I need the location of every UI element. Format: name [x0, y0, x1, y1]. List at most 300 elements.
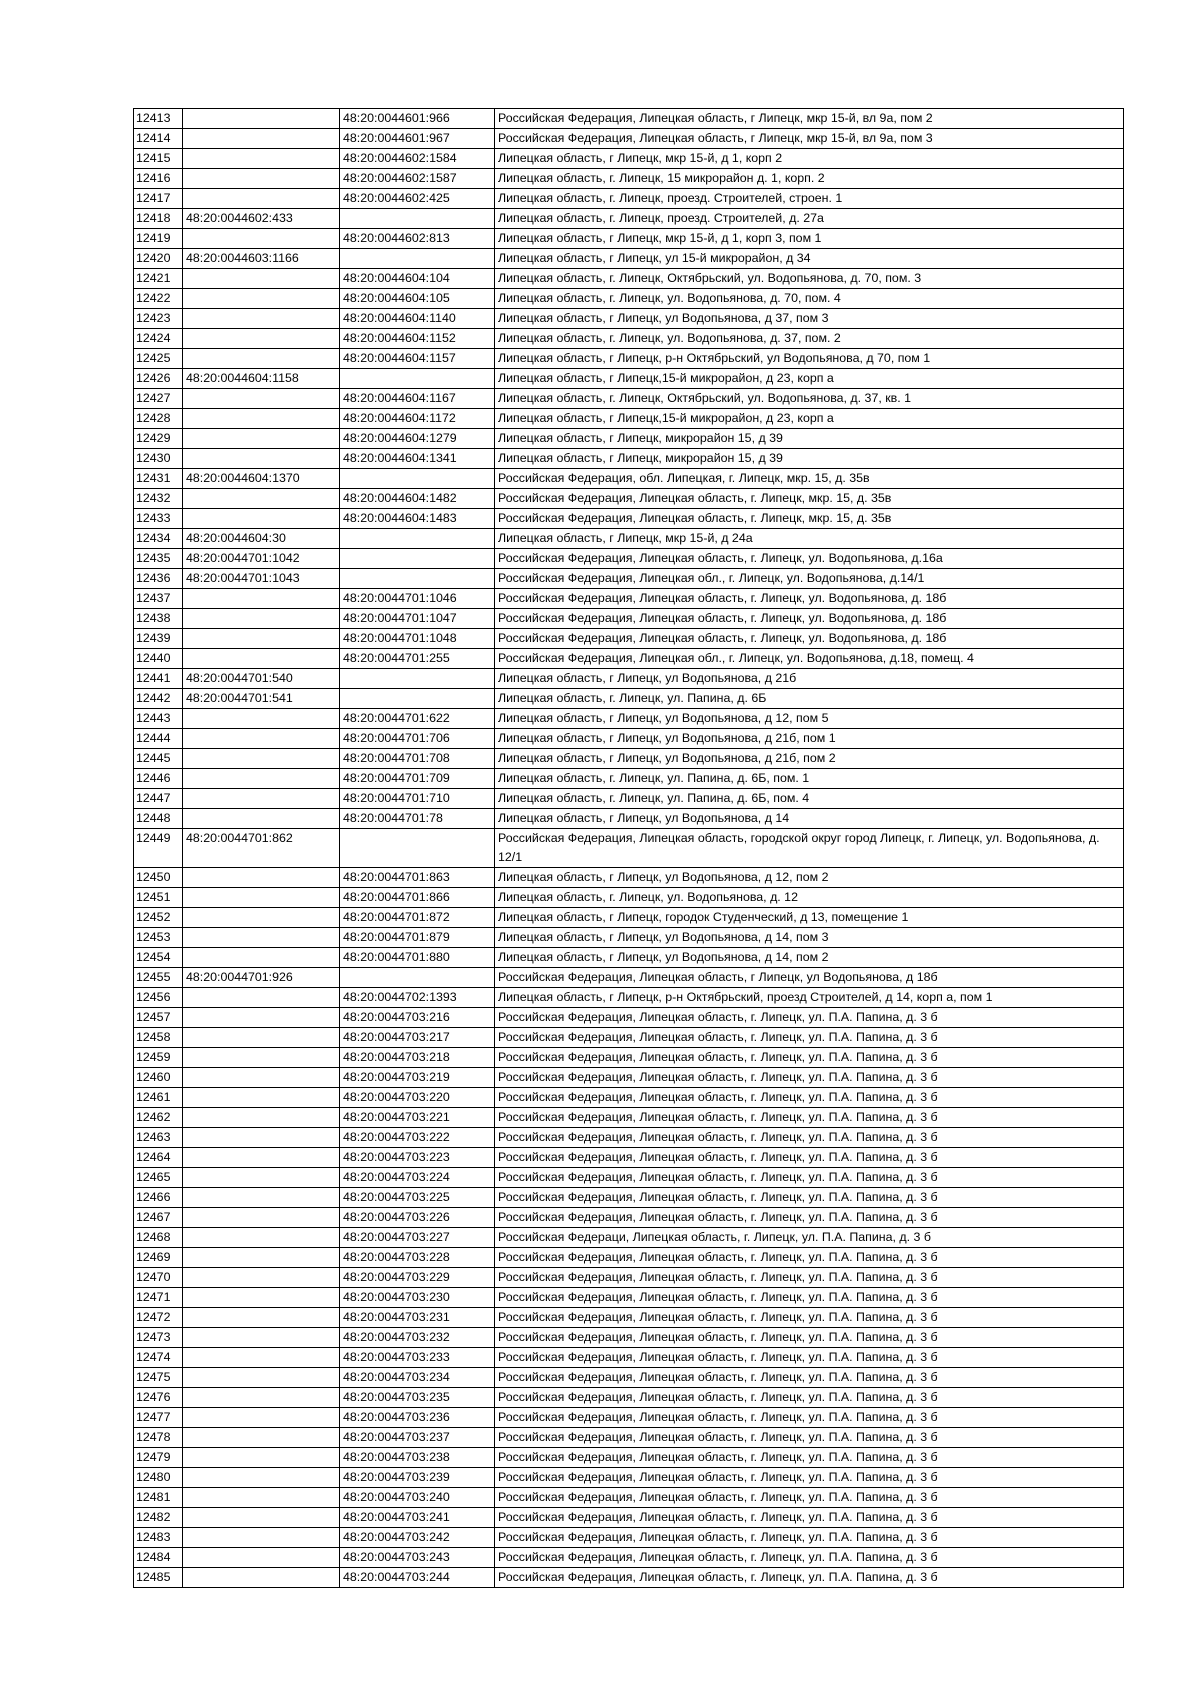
row-number-cell: 12471 — [134, 1288, 183, 1308]
building-cadastral-number-cell: 48:20:0044701:1043 — [183, 569, 340, 589]
building-cadastral-number-cell — [183, 1348, 340, 1368]
premises-cadastral-number-cell — [340, 829, 495, 868]
premises-cadastral-number-cell: 48:20:0044701:709 — [340, 769, 495, 789]
table-row — [134, 1228, 1124, 1248]
premises-cadastral-number-cell: 48:20:0044602:425 — [340, 189, 495, 209]
building-cadastral-number-cell — [183, 1188, 340, 1208]
building-cadastral-number-cell — [183, 109, 340, 129]
table-row — [134, 1348, 1124, 1368]
row-number-cell: 12425 — [134, 349, 183, 369]
row-number-cell: 12455 — [134, 968, 183, 988]
row-number-cell: 12466 — [134, 1188, 183, 1208]
table-row — [134, 169, 1124, 189]
premises-cadastral-number-cell — [340, 549, 495, 569]
table-row — [134, 1468, 1124, 1488]
premises-cadastral-number-cell: 48:20:0044602:1584 — [340, 149, 495, 169]
row-number-cell: 12459 — [134, 1048, 183, 1068]
address-cell: Российская Федерация, Липецкая область, г. Липецк, ул. П.А. Папина, д. 3 б — [495, 1508, 1124, 1528]
premises-cadastral-number-cell: 48:20:0044703:237 — [340, 1428, 495, 1448]
building-cadastral-number-cell — [183, 988, 340, 1008]
address-cell: Российская Федерация, Липецкая область, г. Липецк, ул. П.А. Папина, д. 3 б — [495, 1268, 1124, 1288]
building-cadastral-number-cell — [183, 1328, 340, 1348]
premises-cadastral-number-cell: 48:20:0044703:232 — [340, 1328, 495, 1348]
row-number-cell: 12420 — [134, 249, 183, 269]
building-cadastral-number-cell: 48:20:0044603:1166 — [183, 249, 340, 269]
table-row — [134, 1088, 1124, 1108]
building-cadastral-number-cell — [183, 1228, 340, 1248]
row-number-cell: 12463 — [134, 1128, 183, 1148]
table-row — [134, 449, 1124, 469]
building-cadastral-number-cell — [183, 1088, 340, 1108]
row-number-cell: 12478 — [134, 1428, 183, 1448]
row-number-cell: 12447 — [134, 789, 183, 809]
table-row — [134, 609, 1124, 629]
table-row — [134, 249, 1124, 269]
row-number-cell: 12415 — [134, 149, 183, 169]
table-row — [134, 289, 1124, 309]
premises-cadastral-number-cell: 48:20:0044703:227 — [340, 1228, 495, 1248]
premises-cadastral-number-cell: 48:20:0044701:872 — [340, 908, 495, 928]
building-cadastral-number-cell: 48:20:0044701:541 — [183, 689, 340, 709]
premises-cadastral-number-cell: 48:20:0044703:238 — [340, 1448, 495, 1468]
address-cell: Липецкая область, г Липецк,15-й микрорайон, д 23, корп а — [495, 369, 1124, 389]
building-cadastral-number-cell — [183, 429, 340, 449]
table-row — [134, 948, 1124, 968]
building-cadastral-number-cell — [183, 1288, 340, 1308]
building-cadastral-number-cell — [183, 1548, 340, 1568]
row-number-cell: 12476 — [134, 1388, 183, 1408]
table-row — [134, 908, 1124, 928]
building-cadastral-number-cell — [183, 1388, 340, 1408]
address-cell: Российская Федерация, Липецкая область, г. Липецк, мкр. 15, д. 35в — [495, 509, 1124, 529]
table-row — [134, 1268, 1124, 1288]
building-cadastral-number-cell — [183, 309, 340, 329]
address-cell: Липецкая область, г. Липецк, ул. Водопьянова, д. 70, пом. 4 — [495, 289, 1124, 309]
building-cadastral-number-cell — [183, 509, 340, 529]
address-cell: Российская Федерация, Липецкая область, г. Липецк, ул. П.А. Папина, д. 3 б — [495, 1428, 1124, 1448]
row-number-cell: 12477 — [134, 1408, 183, 1428]
row-number-cell: 12434 — [134, 529, 183, 549]
building-cadastral-number-cell — [183, 389, 340, 409]
row-number-cell: 12426 — [134, 369, 183, 389]
address-cell: Российская Федерация, Липецкая область, г. Липецк, ул. П.А. Папина, д. 3 б — [495, 1008, 1124, 1028]
row-number-cell: 12438 — [134, 609, 183, 629]
building-cadastral-number-cell — [183, 1448, 340, 1468]
building-cadastral-number-cell — [183, 1528, 340, 1548]
row-number-cell: 12458 — [134, 1028, 183, 1048]
building-cadastral-number-cell: 48:20:0044604:1158 — [183, 369, 340, 389]
building-cadastral-number-cell — [183, 1268, 340, 1288]
table-row — [134, 1308, 1124, 1328]
row-number-cell: 12439 — [134, 629, 183, 649]
table-row — [134, 309, 1124, 329]
address-cell: Российская Федерация, Липецкая область, г. Липецк, ул. П.А. Папина, д. 3 б — [495, 1348, 1124, 1368]
building-cadastral-number-cell — [183, 1068, 340, 1088]
premises-cadastral-number-cell: 48:20:0044702:1393 — [340, 988, 495, 1008]
premises-cadastral-number-cell: 48:20:0044703:220 — [340, 1088, 495, 1108]
address-cell: Липецкая область, г. Липецк, ул. Папина, д. 6Б — [495, 689, 1124, 709]
table-row — [134, 1188, 1124, 1208]
premises-cadastral-number-cell — [340, 249, 495, 269]
row-number-cell: 12444 — [134, 729, 183, 749]
premises-cadastral-number-cell: 48:20:0044604:1172 — [340, 409, 495, 429]
premises-cadastral-number-cell: 48:20:0044703:240 — [340, 1488, 495, 1508]
table-row — [134, 1008, 1124, 1028]
premises-cadastral-number-cell: 48:20:0044701:255 — [340, 649, 495, 669]
row-number-cell: 12461 — [134, 1088, 183, 1108]
premises-cadastral-number-cell: 48:20:0044703:228 — [340, 1248, 495, 1268]
premises-cadastral-number-cell: 48:20:0044703:225 — [340, 1188, 495, 1208]
row-number-cell: 12446 — [134, 769, 183, 789]
row-number-cell: 12460 — [134, 1068, 183, 1088]
address-cell: Российская Федерация, Липецкая обл., г. Липецк, ул. Водопьянова, д.18, помещ. 4 — [495, 649, 1124, 669]
premises-cadastral-number-cell: 48:20:0044703:226 — [340, 1208, 495, 1228]
table-row — [134, 1548, 1124, 1568]
row-number-cell: 12449 — [134, 829, 183, 868]
address-cell: Российская Федерация, Липецкая область, г Липецк, ул Водопьянова, д 18б — [495, 968, 1124, 988]
building-cadastral-number-cell — [183, 809, 340, 829]
row-number-cell: 12451 — [134, 888, 183, 908]
premises-cadastral-number-cell: 48:20:0044701:710 — [340, 789, 495, 809]
premises-cadastral-number-cell: 48:20:0044703:219 — [340, 1068, 495, 1088]
address-cell: Липецкая область, г Липецк, ул 15-й микрорайон, д 34 — [495, 249, 1124, 269]
row-number-cell: 12419 — [134, 229, 183, 249]
premises-cadastral-number-cell: 48:20:0044601:966 — [340, 109, 495, 129]
table-row — [134, 269, 1124, 289]
table-row — [134, 1248, 1124, 1268]
address-cell: Российская Федерация, Липецкая область, г. Липецк, ул. П.А. Папина, д. 3 б — [495, 1048, 1124, 1068]
row-number-cell: 12424 — [134, 329, 183, 349]
table-row — [134, 709, 1124, 729]
address-cell: Российская Федерация, Липецкая область, г. Липецк, ул. П.А. Папина, д. 3 б — [495, 1408, 1124, 1428]
building-cadastral-number-cell — [183, 908, 340, 928]
address-cell: Российская Федерация, Липецкая область, г. Липецк, ул. П.А. Папина, д. 3 б — [495, 1188, 1124, 1208]
table-row — [134, 669, 1124, 689]
premises-cadastral-number-cell — [340, 469, 495, 489]
building-cadastral-number-cell — [183, 1008, 340, 1028]
row-number-cell: 12428 — [134, 409, 183, 429]
building-cadastral-number-cell: 48:20:0044604:1370 — [183, 469, 340, 489]
row-number-cell: 12483 — [134, 1528, 183, 1548]
address-cell: Российская Федерация, Липецкая область, г. Липецк, ул. П.А. Папина, д. 3 б — [495, 1468, 1124, 1488]
table-row — [134, 429, 1124, 449]
row-number-cell: 12456 — [134, 988, 183, 1008]
building-cadastral-number-cell — [183, 269, 340, 289]
table-row — [134, 1028, 1124, 1048]
address-cell: Липецкая область, г Липецк, ул Водопьянова, д 14 — [495, 809, 1124, 829]
address-cell: Российская Федерация, Липецкая область, г Липецк, мкр 15-й, вл 9а, пом 2 — [495, 109, 1124, 129]
table-row — [134, 829, 1124, 868]
table-row — [134, 549, 1124, 569]
row-number-cell: 12474 — [134, 1348, 183, 1368]
premises-cadastral-number-cell: 48:20:0044701:1048 — [340, 629, 495, 649]
row-number-cell: 12482 — [134, 1508, 183, 1528]
table-body — [134, 109, 1124, 1588]
address-cell: Липецкая область, г. Липецк, ул. Папина, д. 6Б, пом. 1 — [495, 769, 1124, 789]
building-cadastral-number-cell — [183, 1428, 340, 1448]
address-cell: Российская Федерация, Липецкая область, г. Липецк, ул. П.А. Папина, д. 3 б — [495, 1388, 1124, 1408]
address-cell: Российская Федерация, Липецкая область, г. Липецк, ул. П.А. Папина, д. 3 б — [495, 1148, 1124, 1168]
row-number-cell: 12469 — [134, 1248, 183, 1268]
building-cadastral-number-cell — [183, 149, 340, 169]
table-row — [134, 589, 1124, 609]
address-cell: Российская Федерация, Липецкая область, г. Липецк, ул. П.А. Папина, д. 3 б — [495, 1548, 1124, 1568]
row-number-cell: 12445 — [134, 749, 183, 769]
address-cell: Липецкая область, г. Липецк, Октябрьский, ул. Водопьянова, д. 37, кв. 1 — [495, 389, 1124, 409]
premises-cadastral-number-cell — [340, 689, 495, 709]
address-cell: Липецкая область, г. Липецк, проезд. Строителей, строен. 1 — [495, 189, 1124, 209]
address-cell: Российская Федерация, Липецкая область, г. Липецк, ул. П.А. Папина, д. 3 б — [495, 1028, 1124, 1048]
table-row — [134, 988, 1124, 1008]
building-cadastral-number-cell — [183, 1048, 340, 1068]
building-cadastral-number-cell — [183, 1308, 340, 1328]
table-row — [134, 1288, 1124, 1308]
address-cell: Российская Федерация, Липецкая область, г Липецк, мкр 15-й, вл 9а, пом 3 — [495, 129, 1124, 149]
address-cell: Липецкая область, г Липецк, микрорайон 15, д 39 — [495, 429, 1124, 449]
address-cell: Липецкая область, г Липецк, мкр 15-й, д 24а — [495, 529, 1124, 549]
address-cell: Липецкая область, г Липецк, ул Водопьянова, д 21б, пом 2 — [495, 749, 1124, 769]
row-number-cell: 12429 — [134, 429, 183, 449]
premises-cadastral-number-cell: 48:20:0044703:223 — [340, 1148, 495, 1168]
address-cell: Российская Федерация, Липецкая область, г. Липецк, ул. П.А. Папина, д. 3 б — [495, 1328, 1124, 1348]
premises-cadastral-number-cell: 48:20:0044701:1046 — [340, 589, 495, 609]
premises-cadastral-number-cell: 48:20:0044701:708 — [340, 749, 495, 769]
building-cadastral-number-cell — [183, 709, 340, 729]
building-cadastral-number-cell — [183, 609, 340, 629]
row-number-cell: 12441 — [134, 669, 183, 689]
address-cell: Российская Федерация, Липецкая обл., г. Липецк, ул. Водопьянова, д.14/1 — [495, 569, 1124, 589]
table-row — [134, 868, 1124, 888]
row-number-cell: 12413 — [134, 109, 183, 129]
row-number-cell: 12440 — [134, 649, 183, 669]
row-number-cell: 12414 — [134, 129, 183, 149]
row-number-cell: 12433 — [134, 509, 183, 529]
address-cell: Липецкая область, г Липецк, ул Водопьянова, д 12, пом 2 — [495, 868, 1124, 888]
address-cell: Липецкая область, г Липецк, городок Студенческий, д 13, помещение 1 — [495, 908, 1124, 928]
address-cell: Российская Федерация, Липецкая область, г. Липецк, ул. П.А. Папина, д. 3 б — [495, 1128, 1124, 1148]
building-cadastral-number-cell — [183, 1468, 340, 1488]
building-cadastral-number-cell — [183, 868, 340, 888]
premises-cadastral-number-cell: 48:20:0044604:1152 — [340, 329, 495, 349]
address-cell: Российская Федерация, Липецкая область, г. Липецк, ул. Водопьянова, д. 18б — [495, 589, 1124, 609]
premises-cadastral-number-cell: 48:20:0044604:1279 — [340, 429, 495, 449]
address-cell: Липецкая область, г Липецк, мкр 15-й, д 1, корп 2 — [495, 149, 1124, 169]
table-row — [134, 769, 1124, 789]
premises-cadastral-number-cell: 48:20:0044701:866 — [340, 888, 495, 908]
address-cell: Липецкая область, г. Липецк, 15 микрорайон д. 1, корп. 2 — [495, 169, 1124, 189]
table-row — [134, 1328, 1124, 1348]
building-cadastral-number-cell — [183, 329, 340, 349]
row-number-cell: 12417 — [134, 189, 183, 209]
row-number-cell: 12452 — [134, 908, 183, 928]
premises-cadastral-number-cell: 48:20:0044604:1482 — [340, 489, 495, 509]
address-cell: Липецкая область, г Липецк, р-н Октябрьский, ул Водопьянова, д 70, пом 1 — [495, 349, 1124, 369]
address-cell: Липецкая область, г Липецк, р-н Октябрьский, проезд Строителей, д 14, корп а, пом 1 — [495, 988, 1124, 1008]
premises-cadastral-number-cell — [340, 369, 495, 389]
premises-cadastral-number-cell: 48:20:0044602:813 — [340, 229, 495, 249]
row-number-cell: 12436 — [134, 569, 183, 589]
table-row — [134, 888, 1124, 908]
table-row — [134, 489, 1124, 509]
table-row — [134, 1128, 1124, 1148]
building-cadastral-number-cell — [183, 1488, 340, 1508]
premises-cadastral-number-cell: 48:20:0044703:230 — [340, 1288, 495, 1308]
premises-cadastral-number-cell — [340, 669, 495, 689]
row-number-cell: 12453 — [134, 928, 183, 948]
address-cell: Российская Федерация, Липецкая область, г. Липецк, мкр. 15, д. 35в — [495, 489, 1124, 509]
premises-cadastral-number-cell: 48:20:0044703:233 — [340, 1348, 495, 1368]
row-number-cell: 12448 — [134, 809, 183, 829]
building-cadastral-number-cell — [183, 629, 340, 649]
table-row — [134, 809, 1124, 829]
address-cell: Липецкая область, г. Липецк, ул. Водопьянова, д. 12 — [495, 888, 1124, 908]
row-number-cell: 12479 — [134, 1448, 183, 1468]
row-number-cell: 12418 — [134, 209, 183, 229]
table-row — [134, 729, 1124, 749]
premises-cadastral-number-cell: 48:20:0044703:236 — [340, 1408, 495, 1428]
building-cadastral-number-cell — [183, 589, 340, 609]
table-row — [134, 529, 1124, 549]
address-cell: Российская Федерация, Липецкая область, г. Липецк, ул. П.А. Папина, д. 3 б — [495, 1568, 1124, 1588]
building-cadastral-number-cell — [183, 1248, 340, 1268]
address-cell: Липецкая область, г Липецк, ул Водопьянова, д 14, пом 2 — [495, 948, 1124, 968]
building-cadastral-number-cell — [183, 449, 340, 469]
row-number-cell: 12464 — [134, 1148, 183, 1168]
row-number-cell: 12467 — [134, 1208, 183, 1228]
table-row — [134, 1448, 1124, 1468]
premises-cadastral-number-cell: 48:20:0044701:880 — [340, 948, 495, 968]
address-cell: Липецкая область, г Липецк, ул Водопьянова, д 21б — [495, 669, 1124, 689]
premises-cadastral-number-cell: 48:20:0044703:217 — [340, 1028, 495, 1048]
address-cell: Российская Федерация, обл. Липецкая, г. Липецк, мкр. 15, д. 35в — [495, 469, 1124, 489]
row-number-cell: 12465 — [134, 1168, 183, 1188]
row-number-cell: 12454 — [134, 948, 183, 968]
address-cell: Российская Федерация, Липецкая область, г. Липецк, ул. П.А. Папина, д. 3 б — [495, 1288, 1124, 1308]
premises-cadastral-number-cell: 48:20:0044703:241 — [340, 1508, 495, 1528]
address-cell: Российская Федерация, Липецкая область, г. Липецк, ул. П.А. Папина, д. 3 б — [495, 1208, 1124, 1228]
building-cadastral-number-cell — [183, 789, 340, 809]
building-cadastral-number-cell: 48:20:0044604:30 — [183, 529, 340, 549]
building-cadastral-number-cell — [183, 229, 340, 249]
building-cadastral-number-cell — [183, 349, 340, 369]
address-cell: Российская Федерация, Липецкая область, г. Липецк, ул. П.А. Папина, д. 3 б — [495, 1088, 1124, 1108]
table-row — [134, 789, 1124, 809]
row-number-cell: 12427 — [134, 389, 183, 409]
table-row — [134, 1508, 1124, 1528]
address-cell: Липецкая область, г Липецк, ул Водопьянова, д 21б, пом 1 — [495, 729, 1124, 749]
row-number-cell: 12468 — [134, 1228, 183, 1248]
premises-cadastral-number-cell: 48:20:0044604:104 — [340, 269, 495, 289]
address-cell: Липецкая область, г Липецк, микрорайон 15, д 39 — [495, 449, 1124, 469]
premises-cadastral-number-cell: 48:20:0044701:879 — [340, 928, 495, 948]
address-cell: Липецкая область, г Липецк, ул Водопьянова, д 14, пом 3 — [495, 928, 1124, 948]
building-cadastral-number-cell — [183, 1148, 340, 1168]
premises-cadastral-number-cell: 48:20:0044703:242 — [340, 1528, 495, 1548]
row-number-cell: 12437 — [134, 589, 183, 609]
address-cell: Российская Федерация, Липецкая область, г. Липецк, ул. П.А. Папина, д. 3 б — [495, 1448, 1124, 1468]
premises-cadastral-number-cell — [340, 209, 495, 229]
row-number-cell: 12473 — [134, 1328, 183, 1348]
row-number-cell: 12450 — [134, 868, 183, 888]
premises-cadastral-number-cell: 48:20:0044703:224 — [340, 1168, 495, 1188]
table-row — [134, 329, 1124, 349]
row-number-cell: 12421 — [134, 269, 183, 289]
premises-cadastral-number-cell: 48:20:0044604:1140 — [340, 309, 495, 329]
row-number-cell: 12470 — [134, 1268, 183, 1288]
premises-cadastral-number-cell: 48:20:0044604:1167 — [340, 389, 495, 409]
address-cell: Российская Федерация, Липецкая область, городской округ город Липецк, г. Липецк, ул. Водопьянова, д. 12/1 — [495, 829, 1124, 868]
table-row — [134, 229, 1124, 249]
row-number-cell: 12430 — [134, 449, 183, 469]
address-cell: Российская Федерация, Липецкая область, г. Липецк, ул. П.А. Папина, д. 3 б — [495, 1168, 1124, 1188]
building-cadastral-number-cell — [183, 649, 340, 669]
building-cadastral-number-cell: 48:20:0044701:540 — [183, 669, 340, 689]
address-cell: Российская Федерация, Липецкая область, г. Липецк, ул. П.А. Папина, д. 3 б — [495, 1308, 1124, 1328]
premises-cadastral-number-cell: 48:20:0044701:863 — [340, 868, 495, 888]
table-row — [134, 369, 1124, 389]
building-cadastral-number-cell — [183, 1108, 340, 1128]
address-cell: Липецкая область, г Липецк, ул Водопьянова, д 12, пом 5 — [495, 709, 1124, 729]
building-cadastral-number-cell: 48:20:0044701:926 — [183, 968, 340, 988]
table-row — [134, 149, 1124, 169]
premises-cadastral-number-cell: 48:20:0044703:234 — [340, 1368, 495, 1388]
row-number-cell: 12484 — [134, 1548, 183, 1568]
table-row — [134, 409, 1124, 429]
premises-cadastral-number-cell: 48:20:0044703:221 — [340, 1108, 495, 1128]
table-row — [134, 1068, 1124, 1088]
row-number-cell: 12432 — [134, 489, 183, 509]
table-row — [134, 1108, 1124, 1128]
premises-cadastral-number-cell: 48:20:0044601:967 — [340, 129, 495, 149]
table-row — [134, 189, 1124, 209]
address-cell: Российская Федерация, Липецкая область, г. Липецк, ул. Водопьянова, д.16а — [495, 549, 1124, 569]
address-cell: Липецкая область, г. Липецк, проезд. Строителей, д. 27а — [495, 209, 1124, 229]
premises-cadastral-number-cell: 48:20:0044703:216 — [340, 1008, 495, 1028]
premises-cadastral-number-cell: 48:20:0044703:243 — [340, 1548, 495, 1568]
building-cadastral-number-cell — [183, 1568, 340, 1588]
table-row — [134, 1368, 1124, 1388]
address-cell: Липецкая область, г. Липецк, ул. Водопьянова, д. 37, пом. 2 — [495, 329, 1124, 349]
building-cadastral-number-cell — [183, 1028, 340, 1048]
address-cell: Российская Федерация, Липецкая область, г. Липецк, ул. П.А. Папина, д. 3 б — [495, 1108, 1124, 1128]
address-cell: Липецкая область, г Липецк, мкр 15-й, д 1, корп 3, пом 1 — [495, 229, 1124, 249]
premises-cadastral-number-cell: 48:20:0044703:239 — [340, 1468, 495, 1488]
premises-cadastral-number-cell — [340, 529, 495, 549]
table-row — [134, 649, 1124, 669]
row-number-cell: 12422 — [134, 289, 183, 309]
table-row — [134, 749, 1124, 769]
building-cadastral-number-cell — [183, 1368, 340, 1388]
row-number-cell: 12462 — [134, 1108, 183, 1128]
table-row — [134, 109, 1124, 129]
premises-cadastral-number-cell: 48:20:0044701:78 — [340, 809, 495, 829]
table-row — [134, 1148, 1124, 1168]
table-row — [134, 1528, 1124, 1548]
address-cell: Российская Федерация, Липецкая область, г. Липецк, ул. П.А. Папина, д. 3 б — [495, 1068, 1124, 1088]
row-number-cell: 12442 — [134, 689, 183, 709]
building-cadastral-number-cell — [183, 1168, 340, 1188]
premises-cadastral-number-cell — [340, 569, 495, 589]
address-cell: Липецкая область, г. Липецк, Октябрьский, ул. Водопьянова, д. 70, пом. 3 — [495, 269, 1124, 289]
row-number-cell: 12416 — [134, 169, 183, 189]
premises-cadastral-number-cell: 48:20:0044703:218 — [340, 1048, 495, 1068]
building-cadastral-number-cell: 48:20:0044602:433 — [183, 209, 340, 229]
cadastral-table — [133, 108, 1124, 1588]
row-number-cell: 12435 — [134, 549, 183, 569]
table-row — [134, 1208, 1124, 1228]
table-row — [134, 928, 1124, 948]
building-cadastral-number-cell — [183, 289, 340, 309]
